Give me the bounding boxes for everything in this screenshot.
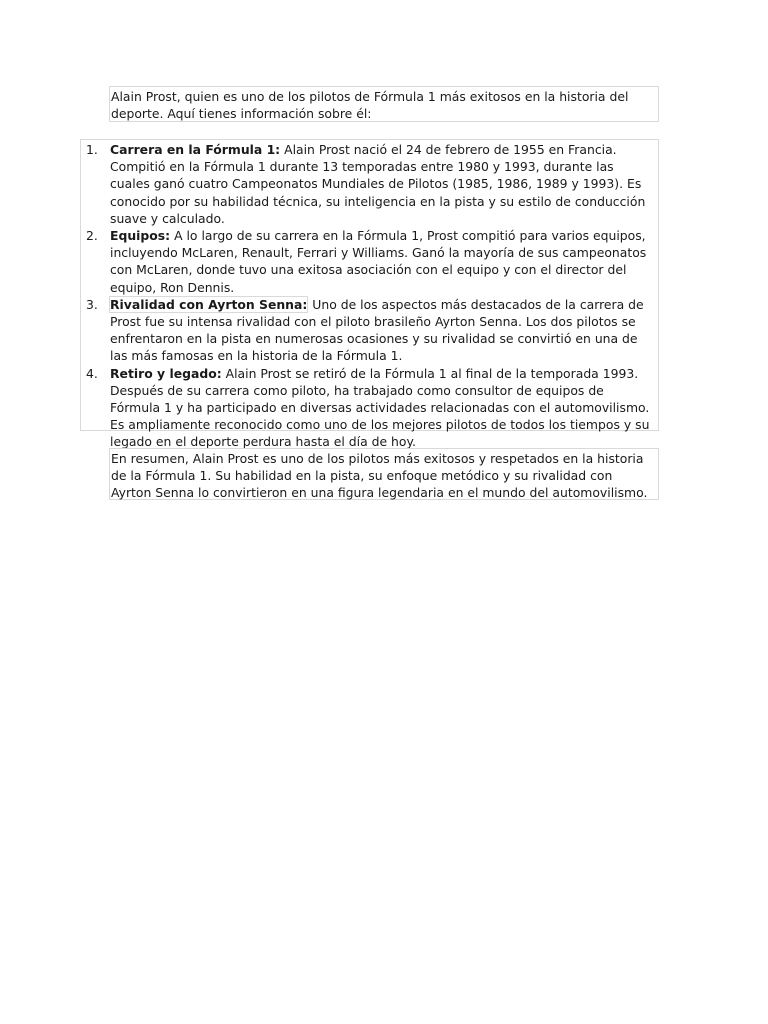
list-item-heading: Equipos: (110, 228, 171, 244)
list-item-number: 2. (86, 228, 98, 244)
list-item-career (81, 141, 656, 227)
list-item-heading: Carrera en la Fórmula 1: (110, 142, 281, 157)
list-item-text: Alain Prost se retiró de la Fórmula 1 al final de la temporada 1993. Después de su carrera como piloto, ha trabajado como consultor de equipos de Fórmula 1 y ha participado en diversas actividades relacionadas con el automovilismo. Es ampliamente reconocido como uno de los mejores pilotos de todos los tiempos y su legado en el deporte perdura hasta el día de hoy. (110, 365, 650, 450)
list-item-text: A lo largo de su carrera en la Fórmula 1, Prost compitió para varios equipos, incluyendo McLaren, Renault, Ferrari y Williams. Ganó la mayoría de sus campeonatos con McLaren, donde tuvo una exitosa asociación con el equipo y con el director del equipo, Ron Dennis. (110, 228, 647, 295)
list-item-heading: Retiro y legado: (110, 365, 222, 381)
list-item-text: Alain Prost nació el 24 de febrero de 1955 en Francia. Compitió en la Fórmula 1 durante 13 temporadas entre 1980 y 1993, durante las cuales ganó cuatro Campeonatos Mundiales de Pilotos (1985, 1986, 1989 y 1993). Es conocido por su habilidad técnica, su inteligencia en la pista y su estilo de conducción suave y calculado. (110, 142, 646, 226)
list-item-rivalry (81, 296, 656, 365)
list-item-text: Uno de los aspectos más destacados de la carrera de Prost fue su intensa rivalidad con el piloto brasileño Ayrton Senna. Los dos pilotos se enfrentaron en la pista en numerosas ocasiones y su rivalidad se convirtió en una de las más famosas en la historia de la Fórmula 1. (110, 296, 644, 364)
summary-paragraph-box (109, 448, 659, 500)
list-item-number: 1. (86, 142, 98, 157)
list-item-legacy (81, 365, 656, 451)
info-list (81, 141, 656, 451)
intro-paragraph-box (109, 86, 659, 122)
list-item-heading: Rivalidad con Ayrton Senna: (110, 296, 308, 312)
intro-paragraph: Alain Prost, quien es uno de los pilotos de Fórmula 1 más exitosos en la historia del deporte. Aquí tienes información sobre él: (111, 89, 629, 122)
list-item-number: 4. (86, 365, 98, 381)
info-list-box (80, 139, 659, 450)
summary-paragraph: En resumen, Alain Prost es uno de los pilotos más exitosos y respetados en la historia de la Fórmula 1. Su habilidad en la pista, su enfoque metódico y su rivalidad con Ayrton Senna lo convirtieron en una figura legendaria en el mundo del automovilismo. (111, 451, 648, 501)
list-item-number: 3. (86, 296, 98, 312)
list-item-teams (81, 227, 656, 296)
